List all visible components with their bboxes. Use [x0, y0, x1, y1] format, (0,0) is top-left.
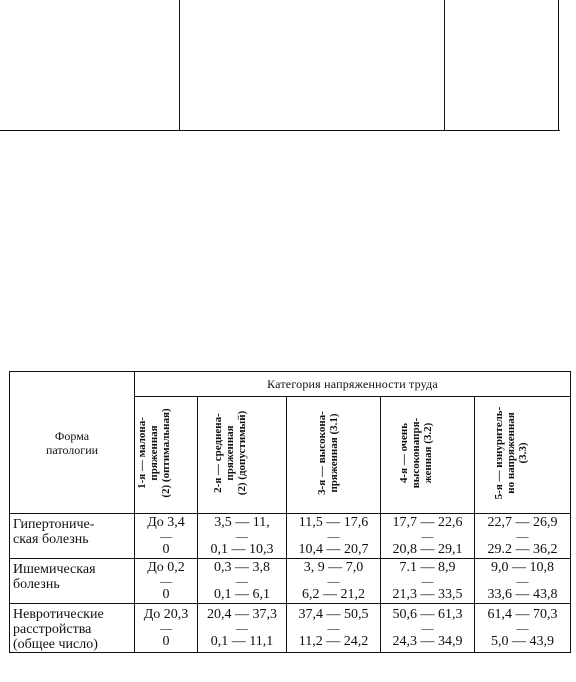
fraction-divider: —	[160, 529, 172, 543]
range-upper: 37,4 — 50,5	[298, 607, 369, 622]
labor-intensity-table	[9, 371, 571, 653]
value-cell	[381, 559, 475, 604]
value-cell	[381, 514, 475, 559]
table-row	[10, 604, 571, 653]
range-lower: 0	[162, 634, 170, 649]
range-lower: 0,1 — 11,1	[210, 634, 274, 649]
range-lower: 5,0 — 43,9	[491, 634, 555, 649]
fraction-divider: —	[421, 529, 434, 543]
column-header: 5-я — изнуритель- но напряженная (3.3)	[475, 397, 571, 514]
range-lower: 21,3 — 33,5	[392, 587, 463, 602]
table-body	[10, 514, 571, 653]
value-cell	[287, 559, 381, 604]
category-header: Категория напряженности труда	[135, 372, 571, 397]
range-upper: 3,5 — 11,	[214, 515, 270, 530]
range-upper: 50,6 — 61,3	[392, 607, 463, 622]
fraction-divider: —	[421, 621, 434, 635]
fraction-divider: —	[327, 529, 340, 543]
table-row	[10, 559, 571, 604]
table-bottom-border	[0, 130, 560, 131]
fraction-divider: —	[421, 574, 434, 588]
range-lower: 0	[162, 587, 170, 602]
column-header: 4-я — очень высоконапря- женная (3.2)	[381, 397, 475, 514]
range-lower: 0,1 — 10,3	[210, 542, 274, 557]
range-lower: 33,6 — 43,8	[487, 587, 558, 602]
range-lower: 10,4 — 20,7	[298, 542, 369, 557]
range-upper: 11,5 — 17,6	[298, 515, 369, 530]
range-lower: 0	[162, 542, 170, 557]
value-cell	[198, 604, 287, 653]
column-header: 2-я — среднена- пряженная (2) (допустимый)	[198, 397, 287, 514]
row-label: Ишемическая болезнь	[10, 559, 135, 604]
fraction-divider: —	[516, 574, 529, 588]
value-cell	[381, 604, 475, 653]
previous-table-fragment	[0, 0, 576, 132]
range-upper: 7.1 — 8,9	[399, 560, 456, 575]
table-row	[10, 514, 571, 559]
value-cell	[198, 559, 287, 604]
range-lower: 0,1 — 6,1	[214, 587, 270, 602]
column-header: 1-я — малона- пряженная (2) (оптимальная)	[135, 397, 198, 514]
range-upper: 17,7 — 22,6	[392, 515, 463, 530]
row-label: Гипертониче- ская болезнь	[10, 514, 135, 559]
fraction-divider: —	[236, 574, 248, 588]
fraction-divider: —	[236, 621, 248, 635]
fraction-divider: —	[327, 574, 340, 588]
range-upper: До 0,2	[147, 560, 185, 575]
range-upper: 3, 9 — 7,0	[303, 560, 364, 575]
fraction-divider: —	[516, 621, 529, 635]
table-divider	[179, 0, 180, 131]
fraction-divider: —	[160, 621, 172, 635]
fraction-divider: —	[516, 529, 529, 543]
table-divider	[558, 0, 559, 131]
range-upper: 0,3 — 3,8	[214, 560, 270, 575]
value-cell	[287, 604, 381, 653]
range-lower: 6,2 — 21,2	[302, 587, 365, 602]
range-upper: 20,4 — 37,3	[207, 607, 277, 622]
form-header: Форма патологии	[10, 372, 135, 514]
range-lower: 29.2 — 36,2	[487, 542, 558, 557]
range-upper: До 3,4	[147, 515, 185, 530]
range-upper: До 20,3	[143, 607, 189, 622]
value-cell	[287, 514, 381, 559]
range-lower: 11,2 — 24,2	[298, 634, 369, 649]
value-cell	[135, 604, 198, 653]
row-label: Невротические расстройства (общее число)	[10, 604, 135, 653]
value-cell	[135, 559, 198, 604]
fraction-divider: —	[236, 529, 248, 543]
fraction-divider: —	[327, 621, 340, 635]
column-header: 3-я — высокона- пряженная (3.1)	[287, 397, 381, 514]
value-cell	[135, 514, 198, 559]
value-cell	[475, 559, 571, 604]
value-cell	[198, 514, 287, 559]
range-upper: 22,7 — 26,9	[487, 515, 558, 530]
table-divider	[444, 0, 445, 131]
range-upper: 9,0 — 10,8	[491, 560, 555, 575]
range-lower: 24,3 — 34,9	[392, 634, 463, 649]
range-upper: 61,4 — 70,3	[487, 607, 558, 622]
range-lower: 20,8 — 29,1	[392, 542, 463, 557]
value-cell	[475, 514, 571, 559]
value-cell	[475, 604, 571, 653]
fraction-divider: —	[160, 574, 172, 588]
